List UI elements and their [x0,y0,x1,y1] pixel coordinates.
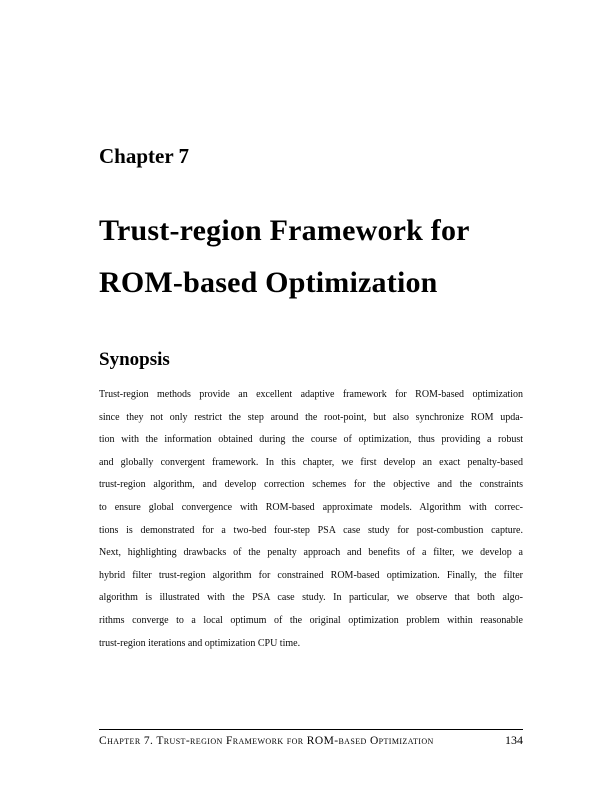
chapter-title-line-1: Trust-region Framework for [99,214,470,247]
synopsis-line: Trust-region methods provide an excellent adaptive framework for ROM-based optimization [99,389,523,400]
synopsis-line: Next, highlighting drawbacks of the penalty approach and benefits of a filter, we develop a [99,547,523,559]
synopsis-line: rithms converge to a local optimum of the original optimization problem within reasonable [99,614,523,626]
footer-rule [99,729,523,730]
page-footer [99,733,523,748]
synopsis-paragraph [99,384,523,655]
synopsis-line: hybrid filter trust-region algorithm for constrained ROM-based optimization. Finally, the filter [99,569,523,581]
footer-page-number: 134 [505,733,523,747]
synopsis-line: tions is demonstrated for a two-bed four-step PSA case study for post-combustion capture. [99,524,523,536]
synopsis-line: tion with the information obtained during the course of optimization, thus providing a robust [99,434,523,446]
synopsis-line: trust-region algorithm, and develop correction schemes for the objective and the constraints [99,479,523,491]
section-heading-synopsis: Synopsis [99,349,170,370]
synopsis-line: and globally convergent framework. In this chapter, we first develop an exact penalty-based [99,456,523,468]
synopsis-line: trust-region iterations and optimization CPU time. [99,637,301,649]
footer-running-head: Chapter 7. Trust-region Framework for ROM-based Optimization [99,735,434,747]
synopsis-line: since they not only restrict the step around the root-point, but also synchronize ROM upda- [99,411,523,423]
synopsis-line: to ensure global convergence with ROM-based approximate models. Algorithm with correc- [99,501,523,513]
chapter-number-heading: Chapter 7 [99,144,190,168]
chapter-title-line-2: ROM-based Optimization [99,266,438,299]
synopsis-line: algorithm is illustrated with the PSA case study. In particular, we observe that both algo- [99,592,523,604]
